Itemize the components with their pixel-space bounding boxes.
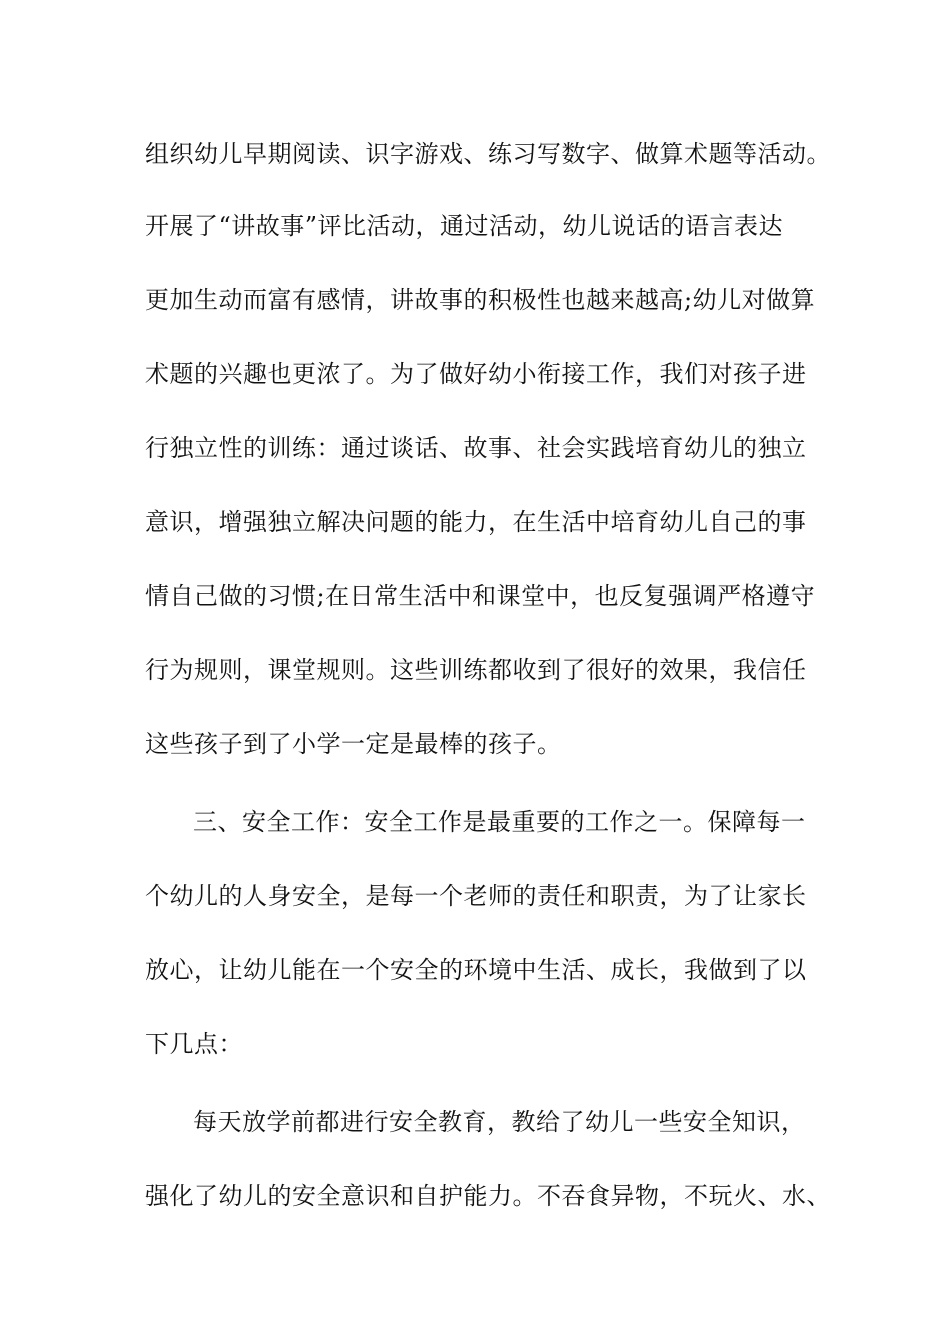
text-line: 放心，让幼儿能在一个安全的环境中生活、成长，我做到了以	[145, 956, 807, 984]
text-line: 行独立性的训练：通过谈话、故事、社会实践培育幼儿的独立	[145, 434, 807, 462]
text-line: 下几点：	[145, 1030, 243, 1058]
text-line: 意识，增强独立解决问题的能力，在生活中培育幼儿自己的事	[145, 508, 807, 536]
text-line: 行为规则，课堂规则。这些训练都收到了很好的效果，我信任	[145, 656, 807, 684]
paragraph-start-line: 每天放学前都进行安全教育，教给了幼儿一些安全知识，	[193, 1108, 806, 1136]
text-line: 组织幼儿早期阅读、识字游戏、练习写数字、做算术题等活动。	[145, 140, 831, 168]
text-line: 这些孩子到了小学一定是最棒的孩子。	[145, 730, 562, 758]
text-line: 个幼儿的人身安全，是每一个老师的责任和职责，为了让家长	[145, 882, 807, 910]
text-line: 强化了幼儿的安全意识和自护能力。不吞食异物，不玩火、水、	[145, 1182, 831, 1210]
text-line: 术题的兴趣也更浓了。为了做好幼小衔接工作，我们对孩子进	[145, 360, 807, 388]
section-heading-line: 三、安全工作：安全工作是最重要的工作之一。保障每一	[193, 808, 806, 836]
text-line: 开展了“讲故事”评比活动，通过活动，幼儿说话的语言表达	[145, 212, 784, 240]
text-line: 情自己做的习惯;在日常生活中和课堂中，也反复强调严格遵守	[145, 582, 816, 610]
text-line: 更加生动而富有感情，讲故事的积极性也越来越高;幼儿对做算	[145, 286, 816, 314]
